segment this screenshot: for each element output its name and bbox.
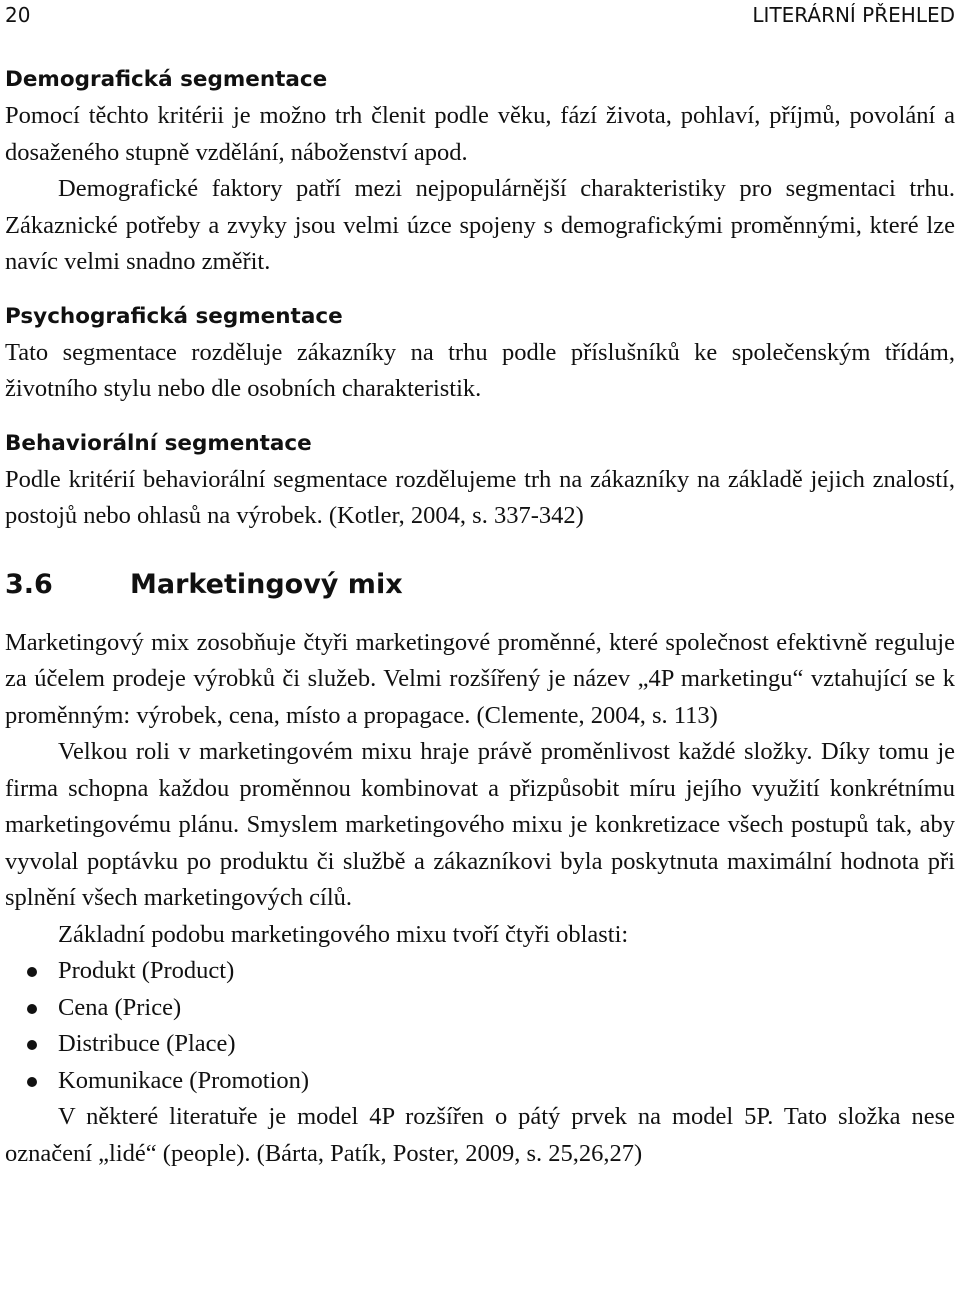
demographic-section [5, 62, 955, 281]
paragraph: Velkou roli v marketingovém mixu hraje právě proměnlivost každé složky. Díky tomu je firma schopna každou proměnnou kombinovat a přizpůsobit míru jejího využití konkrétnímu marketingovému plánu. Smyslem marketingového mixu je konkretizace všech postupů tak, aby vyvolal poptávku po produktu či službě a zákazníkovi byla poskytnuta maximální hodnota při splnění všech marketingových cílů. [5, 738, 955, 911]
paragraph: V některé literatuře je model 4P rozšířen o pátý prvek na model 5P. Tato složka nese označení „lidé“ (people). (Bárta, Patík, Poster, 2009, s. 25,26,27) [5, 1103, 955, 1167]
paragraph: Demografické faktory patří mezi nejpopulárnější charakteristiky pro segmentaci trhu. Zákaznické potřeby a zvyky jsou velmi úzce spojeny s demografickými proměnnými, které lze navíc velmi snadno změřit. [5, 175, 955, 275]
chapter-title: Marketingový mix [130, 568, 403, 600]
list-item-text: Distribuce (Place) [58, 1030, 236, 1057]
bullet-icon [27, 1040, 37, 1050]
chapter-number: 3.6 [5, 568, 53, 600]
list-item [5, 953, 955, 990]
paragraph: Podle kritérií behaviorální segmentace rozdělujeme trh na zákazníky na základě jejich znalostí, postojů nebo ohlasů na výrobek. (Kotler, 2004, s. 337-342) [5, 465, 955, 529]
section-heading-behavioral: Behaviorální segmentace [5, 430, 312, 456]
section-heading-demographic: Demografická segmentace [5, 67, 328, 92]
paragraph: Základní podobu marketingového mixu tvoří čtyři oblasti: [58, 920, 629, 948]
section-heading-psychographic: Psychografická segmentace [5, 303, 343, 329]
paragraph: Tato segmentace rozděluje zákazníky na trhu podle příslušníků ke společenským třídám, životního stylu nebo dle osobních charakteristik. [5, 338, 955, 402]
list-item [5, 990, 955, 1027]
running-header [5, 0, 955, 30]
marketing-mix-list [5, 953, 955, 1099]
page-content [5, 62, 955, 1172]
chapter-heading [5, 567, 955, 603]
list-item-text: Cena (Price) [58, 993, 182, 1021]
bullet-icon [27, 1077, 37, 1087]
list-item [5, 1026, 955, 1063]
page-number: 20 [5, 3, 31, 27]
paragraph: Marketingový mix zosobňuje čtyři marketingové proměnné, které společnost efektivně reguluje za účelem prodeje výrobků či služeb. Velmi rozšířený je název „4P marketingu“ vztahující se k proměnným: výrobek, cena, místo a propagace. (Clemente, 2004, s. 113) [5, 628, 955, 729]
list-item-text: Komunikace (Promotion) [58, 1066, 310, 1094]
psychographic-section [5, 299, 955, 408]
paragraph: Pomocí těchto kritérii je možno trh členit podle věku, fází života, pohlaví, příjmů, povolání a dosaženého stupně vzdělání, náboženství apod. [5, 102, 955, 166]
behavioral-section [5, 426, 955, 535]
chapter-header: LITERÁRNÍ PŘEHLED [752, 3, 955, 27]
bullet-icon [27, 1004, 37, 1014]
bullet-icon [27, 967, 37, 977]
list-item-text: Produkt (Product) [58, 957, 235, 984]
list-item [5, 1063, 955, 1100]
